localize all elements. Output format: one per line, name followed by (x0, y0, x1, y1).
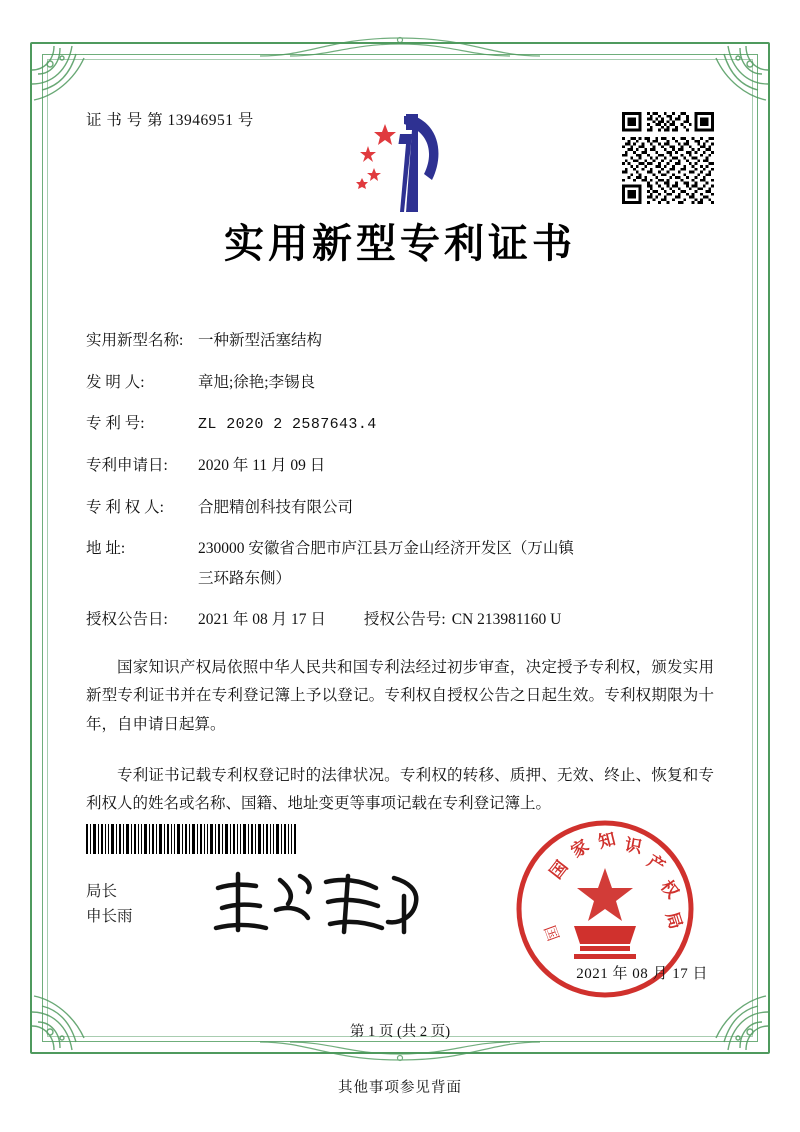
field-value-name: 一种新型活塞结构 (198, 332, 323, 349)
field-value-inventor: 章旭;徐艳;李锡良 (198, 373, 316, 391)
handwritten-signature (208, 862, 438, 942)
field-row-application-date (86, 458, 714, 474)
certificate-number: 证 书 号 第 13946951 号 (86, 112, 254, 129)
field-row-patent-number (86, 416, 714, 432)
corner-flourish-icon (28, 40, 102, 114)
barcode (86, 824, 298, 854)
director-name-label: 申长雨 (86, 907, 133, 925)
grant-number-group (364, 612, 561, 628)
field-value-application-date: 2020 年 11 月 09 日 (198, 457, 326, 474)
field-label-application-date: 专利申请日: (86, 457, 168, 474)
director-role-label: 局长 (86, 883, 118, 900)
field-label-patent-number: 专 利 号: (86, 415, 145, 432)
field-label-patentee: 专 利 权 人: (86, 498, 164, 516)
field-list (86, 333, 714, 628)
top-edge-ornament-icon (250, 34, 550, 65)
paragraph-1: 国家知识产权局依照中华人民共和国专利法经过初步审查，决定授予专利权，颁发实用新型专利证书并在专利登记簿上予以登记。专利权自授权公告之日起生效。专利权期限为十年，自申请日起算。 (86, 658, 714, 733)
seal-date: 2021 年 08 月 17 日 (576, 966, 708, 982)
field-label-inventor: 发 明 人: (86, 373, 145, 391)
corner-flourish-icon (698, 982, 772, 1056)
field-row-inventor (86, 375, 714, 391)
field-row-address (86, 541, 714, 557)
field-value-grant-date: 2021 年 08 月 17 日 (198, 611, 326, 628)
field-value-patent-number: ZL 2020 2 2587643.4 (198, 416, 377, 433)
field-row-name (86, 333, 714, 349)
svg-text:产: 产 (643, 851, 669, 877)
field-label-address: 地 址: (86, 540, 126, 557)
svg-text:家: 家 (567, 836, 593, 862)
svg-text:局: 局 (662, 909, 686, 932)
field-label-grant-date: 授权公告日: (86, 611, 168, 628)
svg-text:权: 权 (656, 876, 683, 902)
field-value-patentee: 合肥精创科技有限公司 (198, 498, 354, 516)
field-value-grant-number: CN 213981160 U (451, 611, 562, 628)
page-title: 实用新型专利证书 (224, 221, 576, 266)
paragraph-2: 专利证书记载专利权登记时的法律状况。专利权的转移、质押、无效、终止、恢复和专利权人的姓名或名称、国籍、地址变更等事项记载在专利登记簿上。 (86, 766, 714, 813)
page-indicator: 第 1 页 (共 2 页) (349, 1024, 451, 1040)
footer-note: 其他事项参见背面 (338, 1080, 462, 1096)
svg-text:国: 国 (540, 923, 561, 944)
field-label-grant-number: 授权公告号: (363, 611, 446, 628)
field-label-name: 实用新型名称: (86, 332, 184, 349)
field-value-address: 230000 安徽省合肥市庐江县万金山经济开发区（万山镇 (198, 540, 574, 557)
svg-text:国: 国 (546, 857, 572, 883)
svg-text:知: 知 (596, 829, 618, 852)
svg-text:识: 识 (623, 835, 644, 857)
field-value-address-line2: 三环路东侧） (198, 569, 292, 587)
corner-flourish-icon (28, 982, 102, 1056)
corner-flourish-icon (698, 40, 772, 114)
field-row-patentee (86, 500, 714, 516)
signature-block (86, 880, 133, 930)
field-row-grant (86, 612, 714, 628)
